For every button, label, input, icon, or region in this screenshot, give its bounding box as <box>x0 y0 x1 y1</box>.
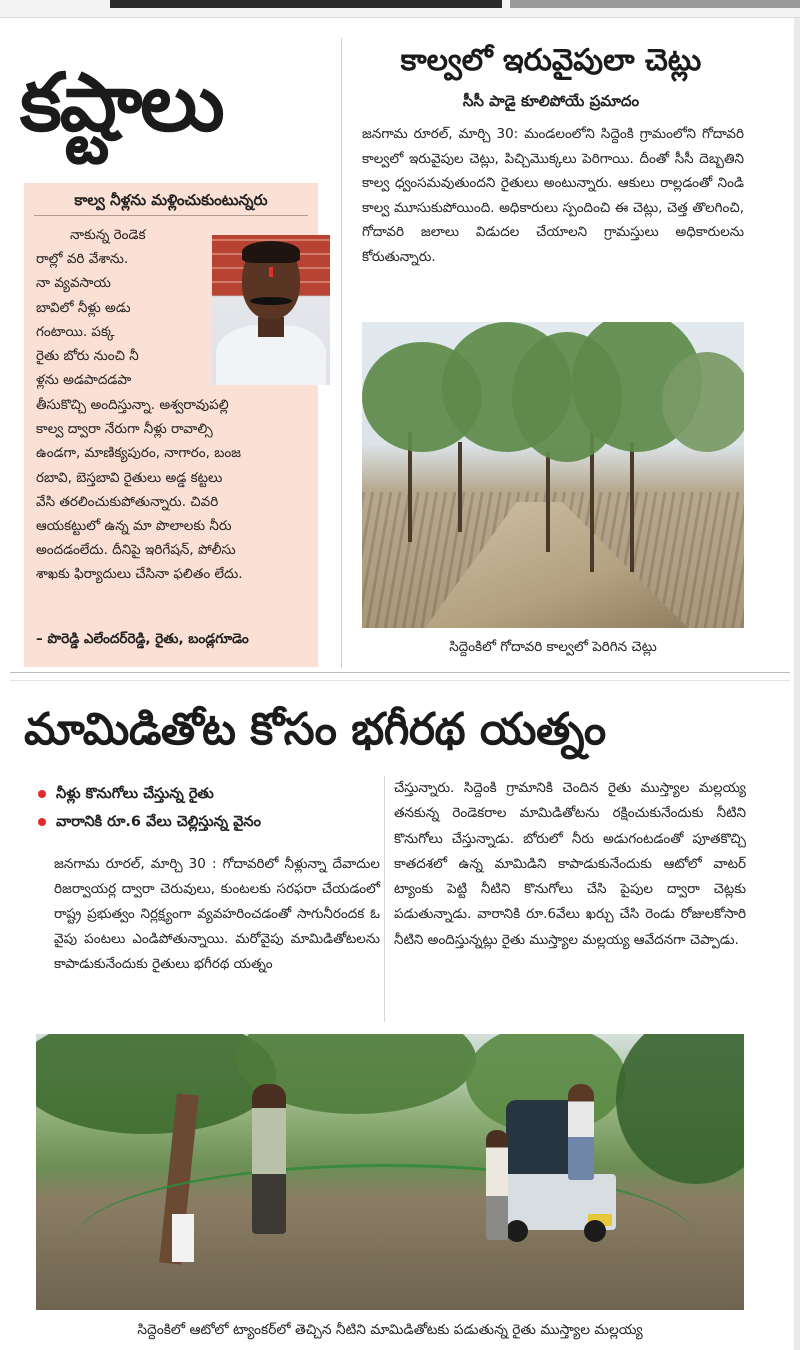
column-divider <box>341 38 342 668</box>
bullet-item <box>34 808 374 836</box>
quote-line: గంటాయి. పక్క <box>36 323 115 340</box>
farmer-quote-box <box>24 183 318 667</box>
bullet-list <box>34 780 374 836</box>
tree-trunk <box>630 442 634 572</box>
quote-line: నా వ్యవసాయ <box>36 275 111 292</box>
right-subheadline: సీసీ పాడై కూలిపోయే ప్రమాదం <box>462 92 640 110</box>
section-divider <box>10 672 790 673</box>
quote-byline: – పొరెడ్డి ఎలేందర్‌రెడ్డి, రైతు, బండ్లగూడెం <box>36 631 249 647</box>
quote-body-wide <box>36 393 316 587</box>
quote-line: శాఖకు ఫిర్యాదులు చేసినా ఫలితం లేదు. <box>36 566 243 583</box>
quote-line: రైతు బోరు నుంచి నీ <box>36 348 139 365</box>
tree-trunk <box>458 442 462 532</box>
canal-trees-photo <box>362 322 744 628</box>
bottom-article-left-column: జనగామ రూరల్, మార్చి 30 : గోదావరిలో నీళ్లున్నా దేవాదుల రిజర్వాయర్ల ద్వారా చెరువులు, కుంటలకు సరఫరా చేయడంలో రాష్ట్ర ప్రభుత్వం నిర్లక్ష్యంగా వ్యవహరించడంతో సాగునీరందక ఓ వైపు పంటలు ఎండిపోతున్నాయి. మరోవైపు మామిడితోటలను కాపాడుకునేందుకు రైతులు భగీరథ యత్నం <box>54 856 380 972</box>
quote-line: ఉండగా, మాణిక్యపురం, నాగారం, బంజ <box>36 445 242 462</box>
quote-line: కాల్వ ద్వారా నేరుగా నీళ్లు రావాల్సి <box>36 421 213 438</box>
quote-line: రబావి, బెస్తబావి రైతులు అడ్డ కట్టలు <box>36 469 223 486</box>
farmer-portrait-photo <box>212 235 330 385</box>
quote-box-subheadline: కాల్వ నీళ్లను మళ్లించుకుంటున్నరు <box>74 191 268 209</box>
mango-orchard-photo <box>36 1034 744 1310</box>
top-bar <box>0 0 800 18</box>
quote-line: నాకున్న రెండెక <box>70 227 146 243</box>
bullet-item <box>34 780 374 808</box>
man-on-truck-figure <box>568 1084 594 1180</box>
quote-line: ఆయకట్టులో ఉన్న మా పొలాలకు నీరు <box>36 518 232 535</box>
quote-line: రాల్లో వరి వేశాను. <box>36 251 129 268</box>
mango-foliage <box>616 1034 744 1184</box>
woman-figure <box>486 1130 508 1240</box>
right-article-body: జనగామ రూరల్, మార్చి 30: మండలంలోని సిద్దెంకి గ్రామంలోని గోదావరి కాల్వలో ఇరువైపుల చెట్లు, పిచ్చిమొక్కలు పెరిగాయి. దీంతో సీసీ దెబ్బతిని కాల్వ ధ్వంసమవుతుందని రైతులు అంటున్నారు. ఆకులు రాల్లడంతో నిండి కాల్వ మూసుకుపోయింది. అధికారులు స్పందించి ఈ చెట్లు, చెత్త తొలగించి, గోదావరి జలాలు విడుదల చేయాలని గ్రామస్తులు అధికారులను కోరుతున్నారు. <box>362 126 744 265</box>
left-headline: కష్టాలు <box>20 56 223 149</box>
bottom-article-right-column: చేస్తున్నారు. సిద్దెంకి గ్రామానికి చెందిన రైతు ముస్త్యాల మల్లయ్య తనకున్న రెండెకరాల మామిడితోటను రక్షించుకునేందుకు నీటిని కొనుగోలు చేస్తున్నాడు. బోరులో నీరు అడుగంటడంతో పూతకొచ్చి కాతదశలో ఉన్న మామిడిని కాపాడుకునేందుకు ఆటోలో వాటర్ ట్యాంకు పెట్టి నీటిని కొనుగోలు చేసి పైపుల ద్వారా చెట్లకు పడుతున్నాడు. వారానికి రూ.6వేలు ఖర్చు చేసి రెండు రోజులకోసారి నీటిని అందిస్తున్నట్లు రైతు ముస్త్యాల మల్లయ్య ఆవేదనగా చెప్పాడు. <box>394 780 746 948</box>
truck-wheel <box>584 1220 606 1242</box>
section-divider-light <box>10 680 790 681</box>
bullet-text: నీళ్లు కొనుగోలు చేస్తున్న రైతు <box>56 786 214 802</box>
quote-line: బావిలో నీళ్లు అడు <box>36 299 131 316</box>
top-bar-dark-strip <box>110 0 502 8</box>
portrait-neck <box>258 317 284 337</box>
bottom-headline: మామిడితోట కోసం భగీరథ యత్నం <box>24 704 606 755</box>
orchard-photo-caption: సిద్దెంకిలో ఆటోలో ట్యాంకర్‌లో తెచ్చిన నీటిని మామిడితోటకు పడుతున్న రైతు ముస్త్యాల మల్లయ్య <box>137 1322 643 1338</box>
top-bar-grey-strip <box>510 0 800 8</box>
bottom-column-divider <box>384 776 385 1022</box>
quote-line: ళ్లను అడపాదడపా <box>36 372 132 389</box>
canal-photo-caption: సిద్దెంకిలో గోదావరి కాల్వలో పెరిగిన చెట్లు <box>449 639 657 655</box>
truck-wheel <box>506 1220 528 1242</box>
tree-trunk <box>546 452 550 552</box>
right-edge-strip <box>794 18 800 1350</box>
quote-line: వేసి తరలించుకుపోతున్నారు. చివరి <box>36 493 219 510</box>
right-headline: కాల్వలో ఇరువైపులా చెట్లు <box>400 43 702 78</box>
bullet-dot-icon <box>38 818 46 826</box>
tree-canopy <box>662 352 744 452</box>
bullet-dot-icon <box>38 790 46 798</box>
quote-box-divider <box>34 215 308 216</box>
quote-body-narrow <box>36 223 210 392</box>
portrait-tilak <box>269 267 273 277</box>
portrait-hair <box>242 241 300 263</box>
farmer-figure <box>252 1084 286 1234</box>
bullet-text: వారానికి రూ.6 వేలు చెల్లిస్తున్న వైనం <box>56 814 261 830</box>
portrait-moustache <box>250 297 292 305</box>
quote-line: తీసుకొచ్చి అందిస్తున్నా. అశ్వరావుపల్లి <box>36 397 229 413</box>
quote-line: అందడంలేదు. దీనిపై ఇరిగేషన్, పోలీసు <box>36 542 236 559</box>
